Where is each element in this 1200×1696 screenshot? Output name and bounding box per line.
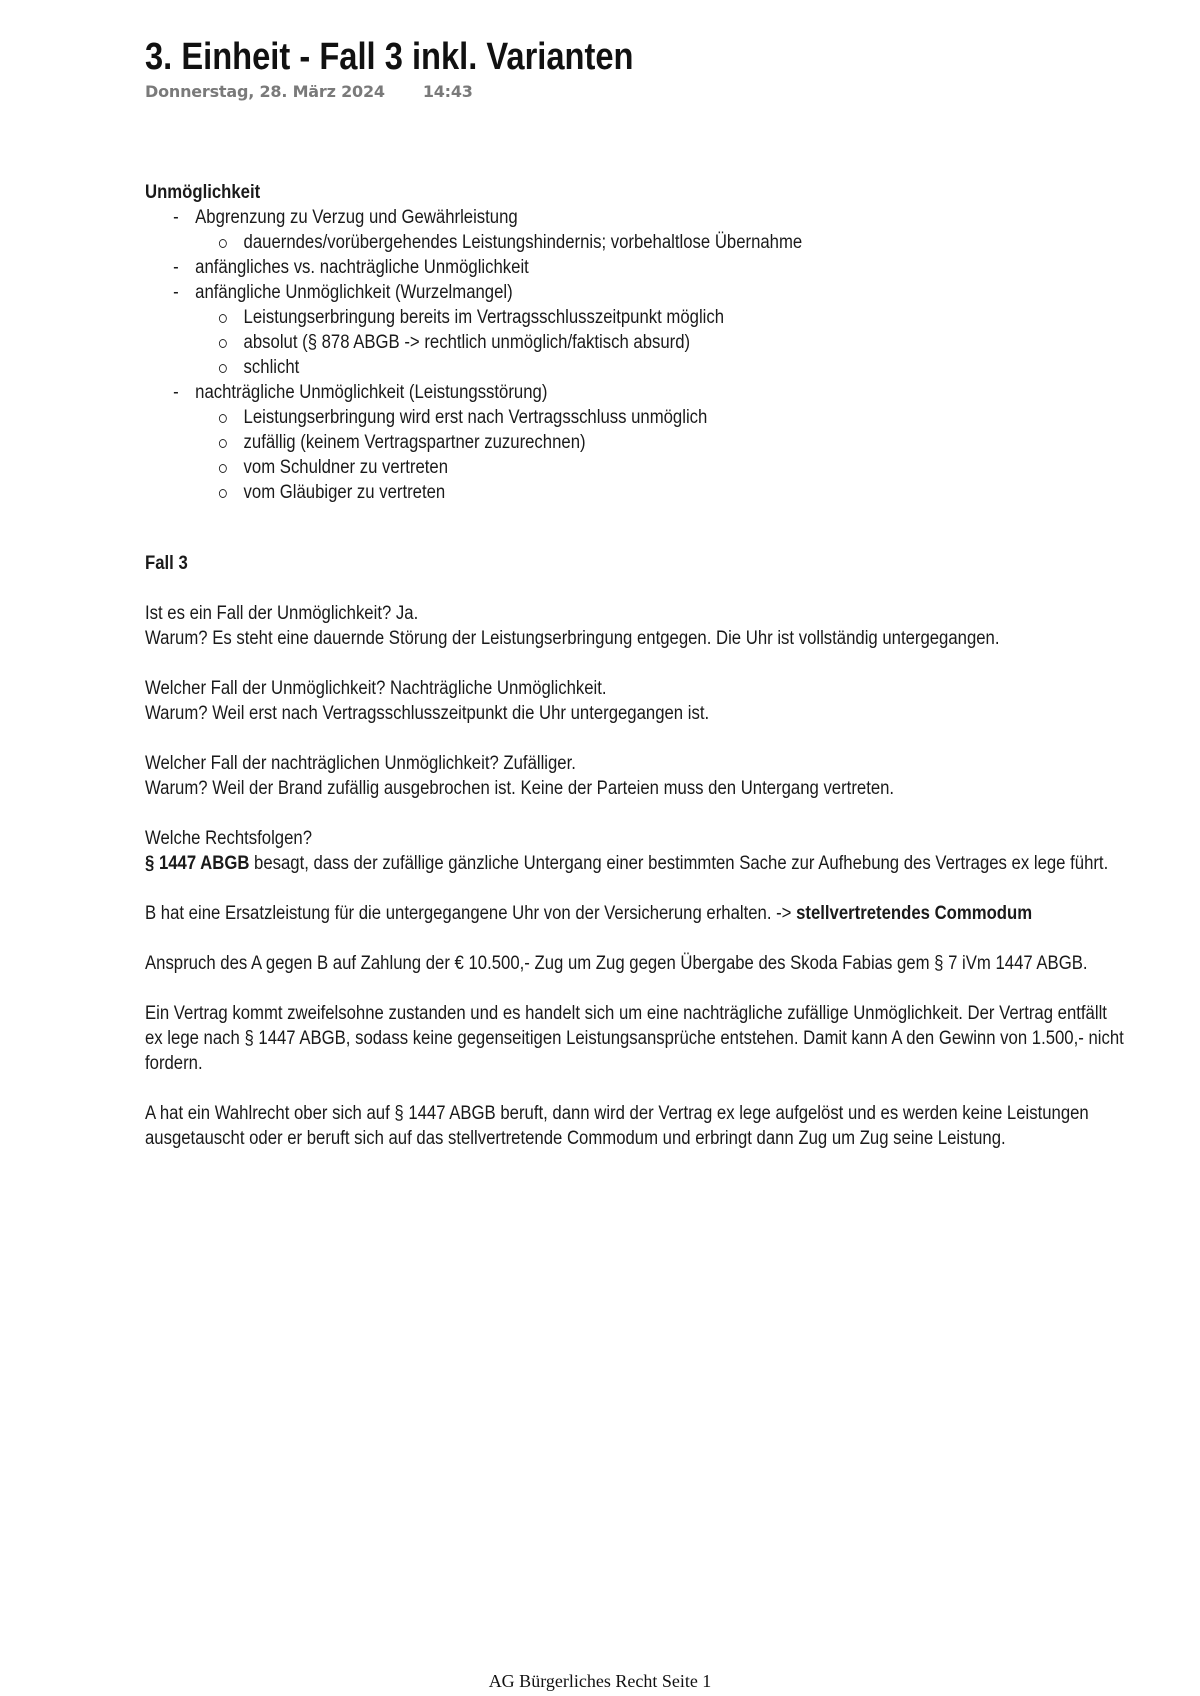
page-date: Donnerstag, 28. März 2024 [145,82,385,101]
sub-list-item [195,355,1126,380]
paragraph: Warum? Weil der Brand zufällig ausgebrochen ist. Keine der Parteien muss den Untergang vertreten. [145,778,895,799]
list-item [145,205,1126,255]
sub-list-item-text: vom Gläubiger zu vertreten [243,482,446,503]
sub-list-item-text: Leistungserbringung bereits im Vertragsschlusszeitpunkt möglich [243,307,725,328]
paragraph-text: B hat eine Ersatzleistung für die untergegangene Uhr von der Versicherung erhalten. -> [145,903,797,924]
outline-list [145,205,1126,505]
circle-bullet-icon [219,364,227,373]
sub-list-item-text: schlicht [243,357,300,378]
list-item-text: anfängliche Unmöglichkeit (Wurzelmangel) [195,282,513,303]
circle-bullet-icon [219,414,227,423]
dash-bullet: - [173,207,179,228]
dash-bullet: - [173,382,179,403]
sub-list-item [195,455,1126,480]
circle-bullet-icon [219,339,227,348]
section-unmoeglichkeit [145,180,1126,505]
bold-text: stellvertretendes Commodum [796,903,1033,924]
paragraph: Ein Vertrag kommt zweifelsohne zustanden und es handelt sich um eine nachträgliche zufällige Unmöglichkeit. Der Vertrag entfällt ex lege nach § 1447 ABGB, sodass keine gegenseitigen Leistungsansprüche entstehen. Damit kann A den Gewinn von 1.500,- nicht fordern. [145,1003,1124,1074]
sub-list [195,230,1126,255]
section-heading: Unmöglichkeit [145,182,261,203]
list-item [145,255,1126,280]
paragraph-text: besagt, dass der zufällige gänzliche Untergang einer bestimmten Sache zur Aufhebung des Vertrages ex lege führt. [249,853,1109,874]
sub-list-item [195,230,1126,255]
list-item-text: anfängliches vs. nachträgliche Unmöglichkeit [195,257,529,278]
list-item-text: Abgrenzung zu Verzug und Gewährleistung [195,207,518,228]
page-time: 14:43 [422,82,473,101]
page-title: 3. Einheit - Fall 3 inkl. Varianten [145,36,634,78]
list-item [145,380,1126,505]
paragraph: A hat ein Wahlrecht ober sich auf § 1447 ABGB beruft, dann wird der Vertrag ex lege aufgelöst und es werden keine Leistungen ausgetauscht oder er beruft sich auf das stellvertretende Commodum und erbringt dann Zug um Zug seine Leistung. [145,1103,1089,1149]
paragraph: Welcher Fall der nachträglichen Unmöglichkeit? Zufälliger. [145,753,576,774]
sub-list-item-text: absolut (§ 878 ABGB -> rechtlich unmöglich/faktisch absurd) [243,332,691,353]
sub-list-item [195,330,1126,355]
dash-bullet: - [173,282,179,303]
list-item-text: nachträgliche Unmöglichkeit (Leistungsstörung) [195,382,548,403]
page-footer: AG Bürgerliches Recht Seite 1 [488,1671,712,1691]
page-meta [145,82,1125,101]
paragraph [145,851,1126,876]
section-heading: Fall 3 [145,553,188,574]
paragraph: Anspruch des A gegen B auf Zahlung der € 10.500,- Zug um Zug gegen Übergabe des Skoda Fabias gem § 7 iVm 1447 ABGB. [145,953,1088,974]
paragraph [145,901,1126,926]
sub-list [195,305,1126,380]
paragraph: Warum? Weil erst nach Vertragsschlusszeitpunkt die Uhr untergegangen ist. [145,703,710,724]
note-page [145,34,1125,1149]
sub-list-item [195,480,1126,505]
paragraph: Warum? Es steht eine dauernde Störung der Leistungserbringung entgegen. Die Uhr ist vollständig untergegangen. [145,628,1000,649]
sub-list-item [195,405,1126,430]
dash-bullet: - [173,257,179,278]
paragraph: Welche Rechtsfolgen? [145,828,312,849]
circle-bullet-icon [219,239,227,248]
list-item [145,280,1126,380]
sub-list-item [195,430,1126,455]
paragraph: Welcher Fall der Unmöglichkeit? Nachträgliche Unmöglichkeit. [145,678,607,699]
circle-bullet-icon [219,464,227,473]
sub-list-item [195,305,1126,330]
section-fall-3 [145,551,1126,1151]
paragraph: Ist es ein Fall der Unmöglichkeit? Ja. [145,603,419,624]
sub-list-item-text: Leistungserbringung wird erst nach Vertragsschluss unmöglich [243,407,708,428]
sub-list-item-text: dauerndes/vorübergehendes Leistungshindernis; vorbehaltlose Übernahme [243,232,803,253]
bold-text: § 1447 ABGB [145,853,250,874]
circle-bullet-icon [219,439,227,448]
circle-bullet-icon [219,489,227,498]
sub-list-item-text: vom Schuldner zu vertreten [243,457,449,478]
circle-bullet-icon [219,314,227,323]
sub-list [195,405,1126,505]
sub-list-item-text: zufällig (keinem Vertragspartner zuzurechnen) [243,432,586,453]
